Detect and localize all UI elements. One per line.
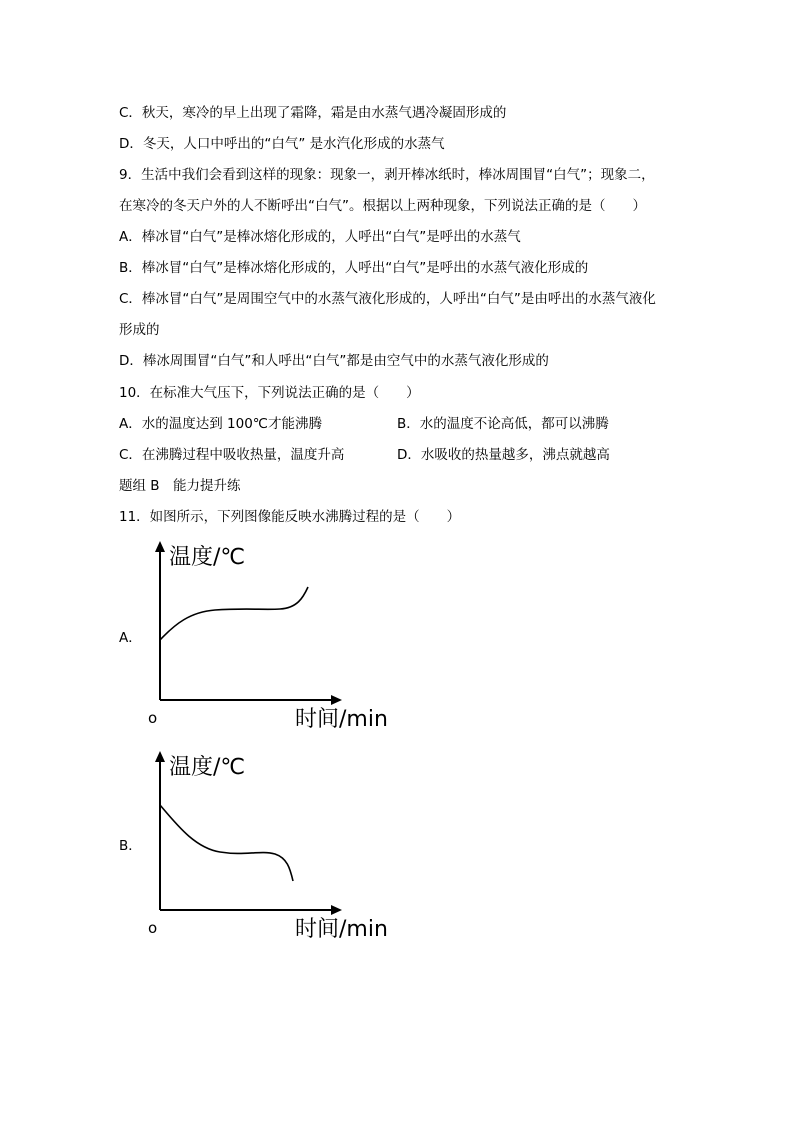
q11-stem: 11．如图所示，下列图像能反映水沸腾过程的是（ ） [119, 509, 461, 525]
graph-b-y-arrow [155, 751, 165, 762]
graph-b-curve [160, 805, 293, 881]
q10-option-b: B．水的温度不论高低，都可以沸腾 [397, 416, 609, 432]
q9-stem-line2: 在寒冷的冬天户外的人不断呼出“白气”。根据以上两种现象，下列说法正确的是（ ） [119, 198, 646, 214]
graph-a [115, 540, 415, 740]
graph-a-option-label: A． [119, 630, 142, 646]
graph-a-y-arrow [155, 541, 165, 552]
q9-option-b: B．棒冰冒“白气”是棒冰熔化形成的，人呼出“白气”是呼出的水蒸气液化形成的 [119, 260, 589, 276]
graph-b [115, 750, 415, 950]
graph-a-x-label: 时间/min [295, 707, 388, 732]
q8-option-c: C．秋天，寒冷的早上出现了霜降，霜是由水蒸气遇冷凝固形成的 [119, 105, 507, 121]
graph-a-origin: o [148, 709, 158, 727]
q10-option-c: C．在沸腾过程中吸收热量，温度升高 [119, 447, 345, 463]
graph-b-origin: o [148, 919, 158, 937]
group-b-heading: 题组 B 能力提升练 [119, 478, 241, 494]
q9-option-d: D．棒冰周围冒“白气”和人呼出“白气”都是由空气中的水蒸气液化形成的 [119, 353, 549, 369]
q8-option-d: D．冬天，人口中呼出的“白气” 是水汽化形成的水蒸气 [119, 136, 445, 152]
graph-a-curve [160, 587, 308, 640]
graph-a-y-label: 温度/℃ [169, 545, 246, 570]
graph-b-x-arrow [331, 905, 342, 915]
graph-b-option-label: B． [119, 838, 142, 854]
q10-option-d: D．水吸收的热量越多，沸点就越高 [397, 447, 610, 463]
q9-option-c-line1: C．棒冰冒“白气”是周围空气中的水蒸气液化形成的，人呼出“白气”是由呼出的水蒸气液化 [119, 291, 656, 307]
q10-stem: 10．在标准大气压下，下列说法正确的是（ ） [119, 385, 420, 401]
q9-option-c-line2: 形成的 [119, 322, 160, 338]
graph-b-x-label: 时间/min [295, 917, 388, 942]
q10-option-a: A．水的温度达到 100℃才能沸腾 [119, 416, 322, 432]
graph-b-y-label: 温度/℃ [169, 755, 246, 780]
graph-a-x-arrow [331, 695, 342, 705]
q9-option-a: A．棒冰冒“白气”是棒冰熔化形成的，人呼出“白气”是呼出的水蒸气 [119, 229, 521, 245]
q9-stem-line1: 9．生活中我们会看到这样的现象：现象一，剥开棒冰纸时，棒冰周围冒“白气”；现象二， [119, 167, 655, 183]
